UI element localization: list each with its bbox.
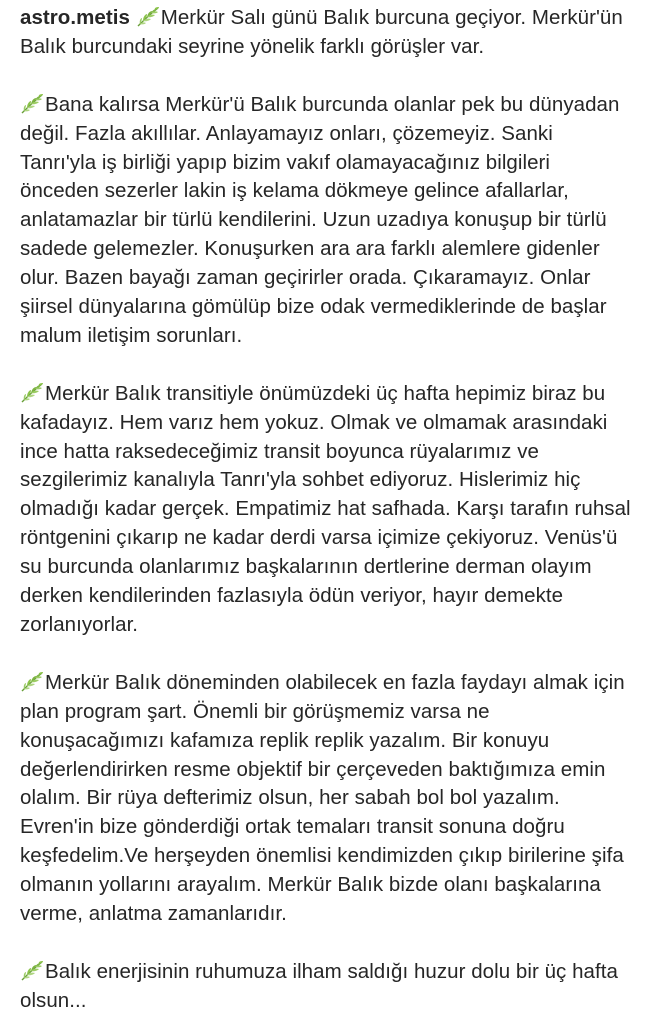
username-link[interactable]: astro.metis xyxy=(20,6,130,29)
caption-paragraph-3-text: Merkür Balık transitiyle önümüzdeki üç hafta hepimiz biraz bu kafadayız. Hem varız hem yokuz. Olmak ve olmamak arasındaki ince hatta raksedeceğimiz transit boyunca rüyalarımız ve sezgilerimiz kanalıyla Tanrı'yla sohbet ediyoruz. Hislerimiz hiç olmadığı kadar gerçek. Empatimiz hat safhada. Karşı tarafın ruhsal röntgenini çıkarıp ne kadar derdi varsa içimize çekiyoruz. Venüs'ü su burcunda olanlarımız başkalarının dertlerine derman olayım derken kendilerinden fazlasıyla ödün veriyor, hayır demekte zorlanıyorlar. xyxy=(20,381,631,636)
herb-icon xyxy=(20,960,44,982)
caption-paragraph-3 xyxy=(20,380,633,640)
caption-paragraph-5-text: Balık enerjisinin ruhumuza ilham saldığı huzur dolu bir üç hafta olsun... xyxy=(20,959,618,1012)
herb-icon xyxy=(20,671,44,693)
caption-paragraph-4-text: Merkür Balık döneminden olabilecek en fazla faydayı almak için plan program şart. Önemli bir görüşmemiz varsa ne konuşacağımızı kafamıza replik replik yazalım. Bir konuyu değerlendirirken resme objektif bir çerçeveden baktığımıza emin olalım. Bir rüya defterimiz olsun, her sabah bol bol yazalım. Evren'in bize gönderdiği ortak temaları transit sonuna doğru keşfedelim.Ve herşeyden önemlisi kendimizden çıkıp birilerine şifa olmanın yollarını arayalım. Merkür Balık bizde olanı başkalarına verme, anlatma zamanlarıdır. xyxy=(20,670,625,926)
caption-paragraph-1 xyxy=(20,4,633,62)
herb-icon xyxy=(20,382,44,404)
herb-icon xyxy=(20,93,44,115)
caption-paragraph-1-text: Merkür Salı günü Balık burcuna geçiyor. Merkür'ün Balık burcundaki seyrine yönelik farklı görüşler var. xyxy=(20,6,623,58)
herb-icon xyxy=(136,6,160,28)
caption-paragraph-2-text: Bana kalırsa Merkür'ü Balık burcunda olanlar pek bu dünyadan değil. Fazla akıllılar. Anlayamayız onları, çözemeyiz. Sanki Tanrı'yla iş birliği yapıp bizim vakıf olamayacağınız bilgileri önceden sezerler lakin iş kelama dökmeye gelince afallarlar, anlatamazlar bir türlü kendilerini. Uzun uzadıya konuşup bir türlü sadede gelemezler. Konuşurken ara ara farklı alemlere gidenler olur. Bazen bayağı zaman geçirirler orada. Çıkaramayız. Onlar şiirsel dünyalarına gömülüp bize odak vermediklerinde de başlar malum iletişim sorunları. xyxy=(20,92,620,347)
caption-paragraph-4 xyxy=(20,669,633,929)
caption-paragraph-5 xyxy=(20,958,633,1016)
caption-paragraph-2 xyxy=(20,91,633,351)
